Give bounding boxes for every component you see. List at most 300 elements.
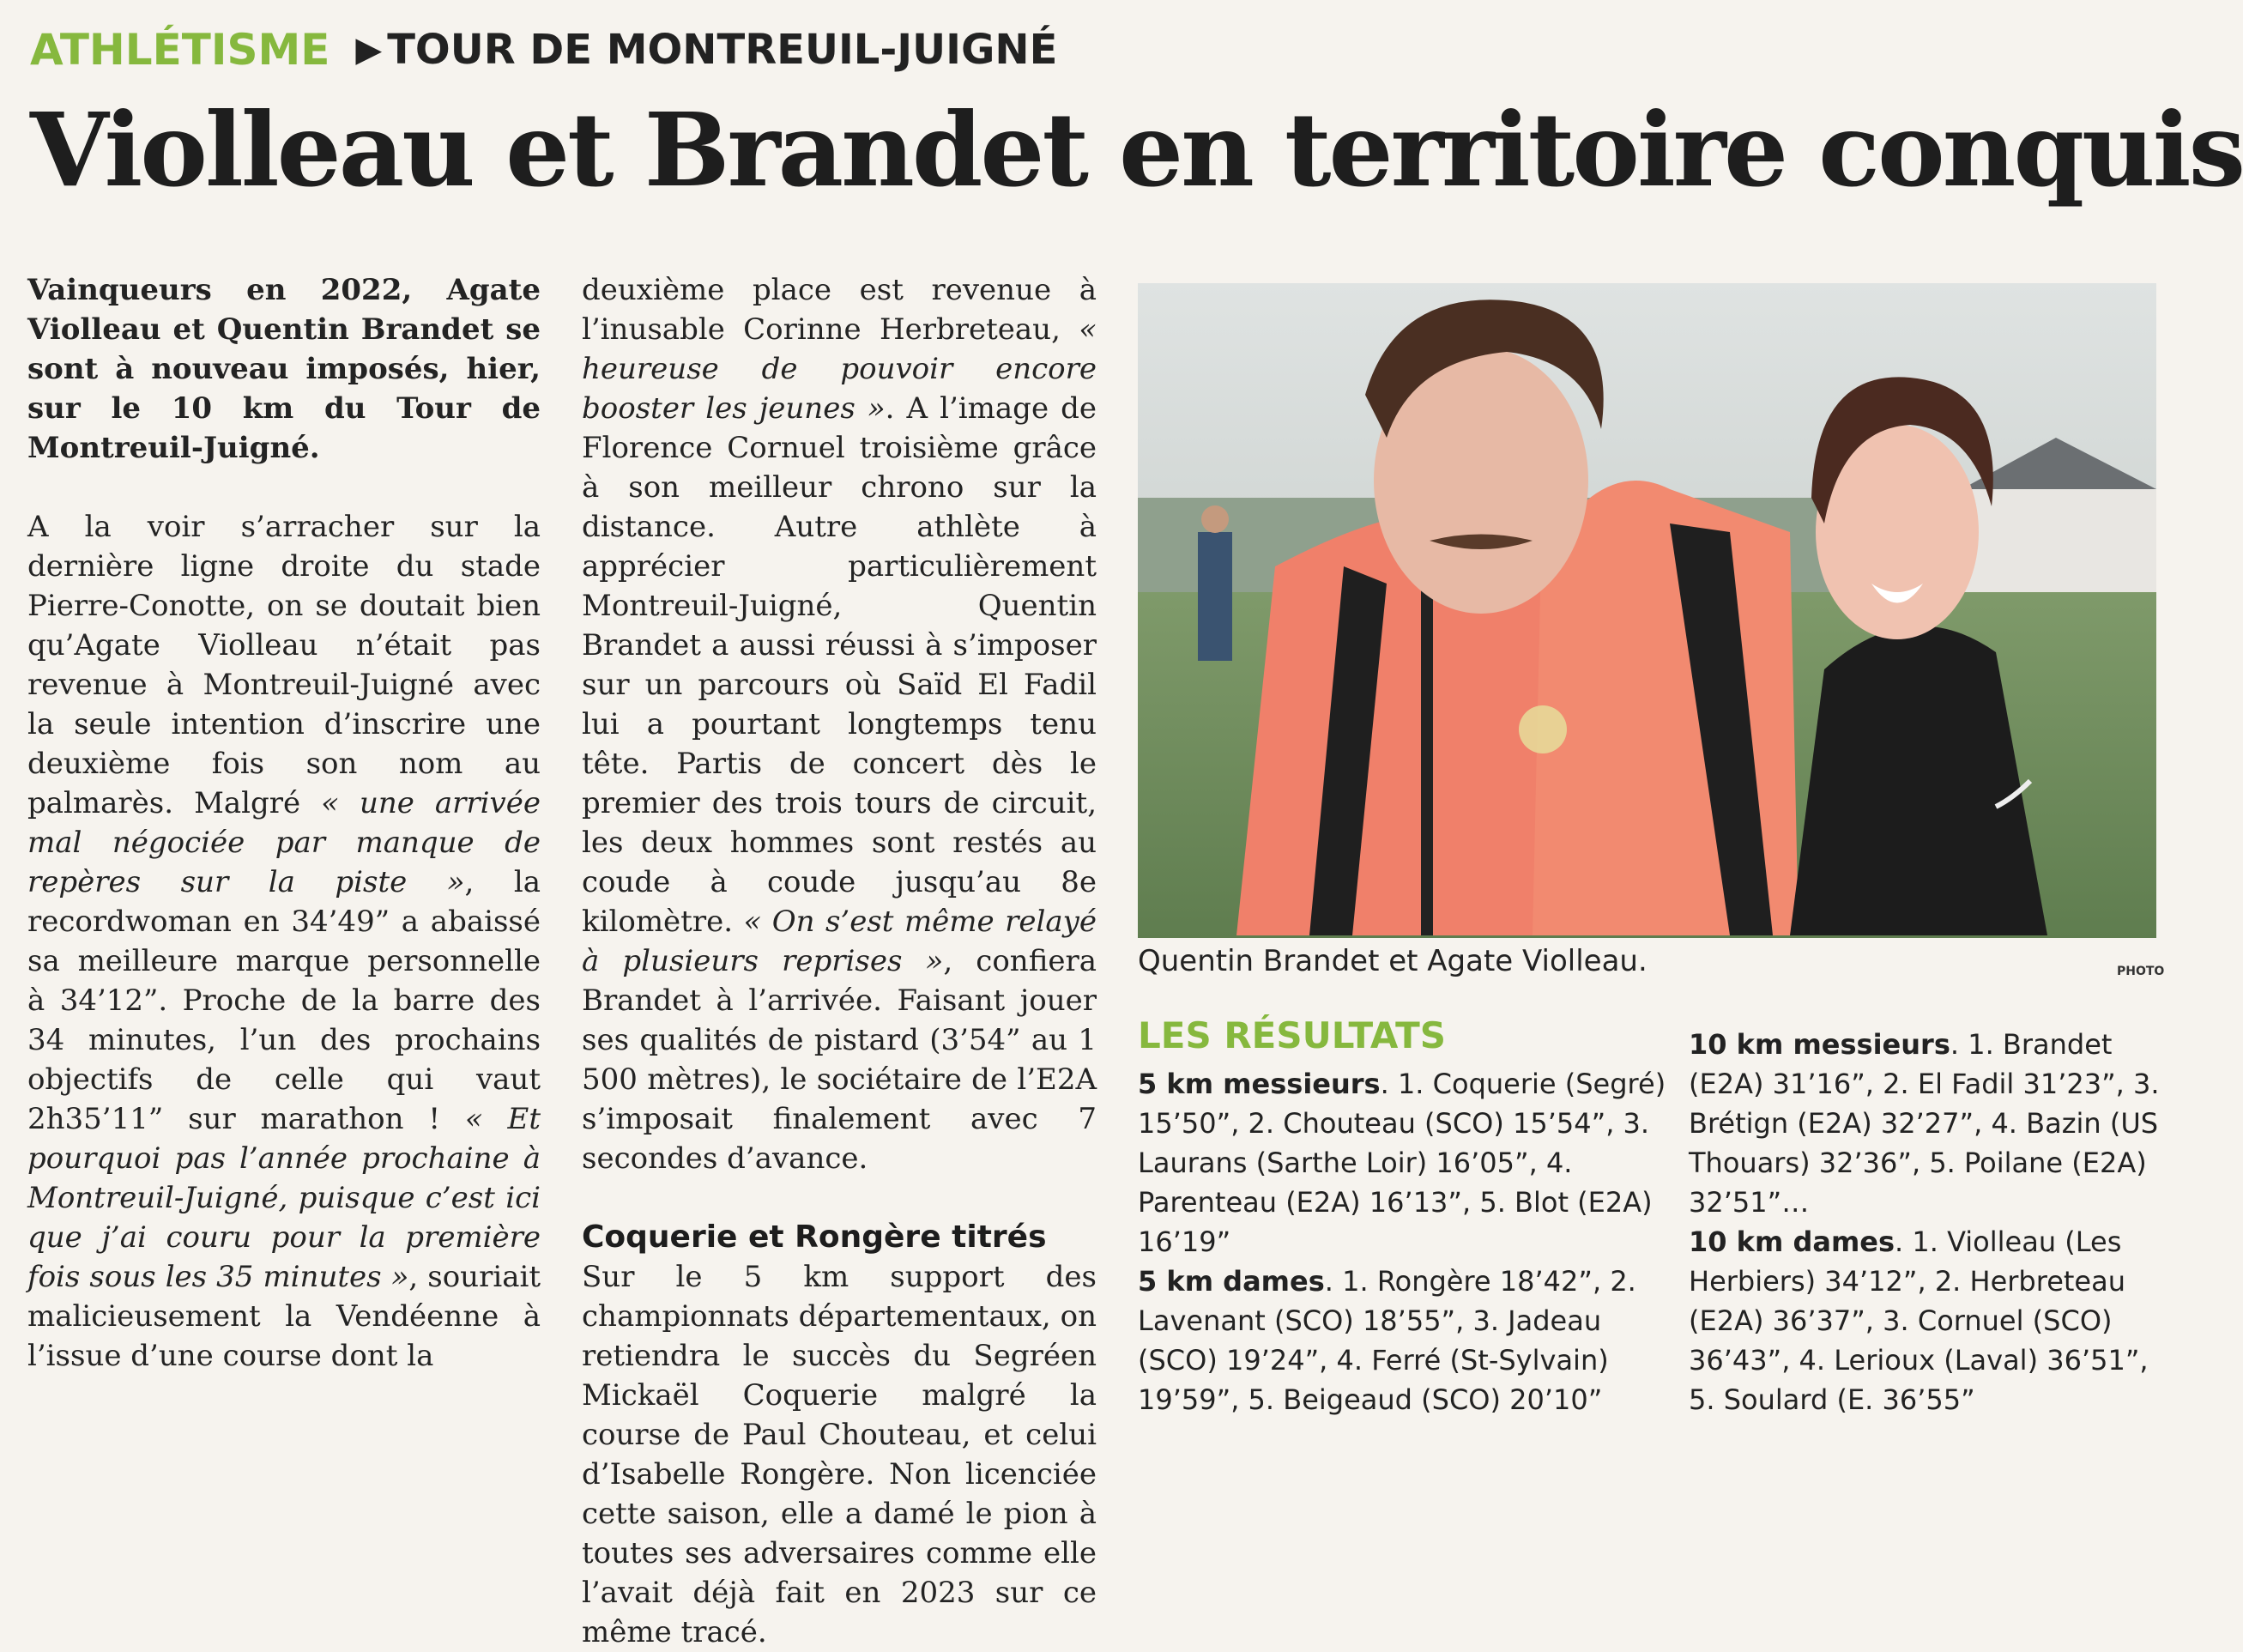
results-text: . 1. Coquerie (Segré) 15’50”, 2. Chouteau (SCO) 15’54”, 3. Laurans (Sarthe Loir) 16’05”, 4. Parenteau (E2A) 16’13”, 5. Blot (E2A) 16’19”	[1138, 1068, 1666, 1258]
body-text	[152, 707, 172, 741]
quote: repères	[27, 865, 142, 899]
quote	[855, 391, 868, 426]
body-text: doutait	[359, 589, 465, 623]
body-text	[820, 707, 848, 741]
quote: booster	[582, 391, 694, 426]
results-category: 5 km messieurs	[1138, 1068, 1381, 1100]
body-text	[370, 549, 396, 584]
body-text: de	[196, 1062, 233, 1097]
quote: l’année	[239, 1141, 348, 1176]
body-text: du	[396, 549, 434, 584]
quote: »	[390, 1260, 409, 1294]
body-text: 34	[27, 1023, 65, 1057]
body-text: intention	[171, 707, 305, 741]
body-text	[734, 983, 749, 1018]
body-text	[854, 826, 872, 860]
body-text	[433, 1062, 476, 1097]
body-text: deuxième	[27, 747, 171, 781]
body-text: premier	[582, 786, 700, 820]
body-text	[649, 747, 676, 781]
body-text: s’arracher	[240, 510, 395, 544]
quote	[761, 905, 771, 939]
body-text: la	[352, 983, 379, 1018]
results-category: 5 km dames	[1138, 1265, 1325, 1298]
quote	[245, 826, 275, 860]
body-text	[932, 786, 944, 820]
body-text: le	[1070, 747, 1097, 781]
body-text: longtemps	[848, 707, 1003, 741]
quote: les	[165, 1260, 208, 1294]
quote	[759, 944, 782, 978]
body-text	[148, 668, 166, 702]
body-text	[344, 1062, 387, 1097]
body-text: sur	[430, 510, 478, 544]
body-text: meilleure	[77, 944, 218, 978]
quote: pourquoi	[27, 1141, 161, 1176]
results-column-1	[1138, 1064, 1670, 1419]
body-text	[419, 905, 431, 939]
body-text: Herbreteau,	[879, 312, 1061, 347]
quote	[510, 1141, 523, 1176]
body-text: Violleau	[198, 628, 318, 663]
body-text	[830, 668, 845, 702]
body-text: à	[1079, 510, 1097, 544]
quote	[295, 865, 336, 899]
body-text	[440, 1102, 465, 1136]
quote	[82, 1220, 102, 1255]
body-text: A	[906, 391, 928, 426]
body-text	[843, 786, 855, 820]
body-text	[296, 1023, 320, 1057]
results-text: . 1. Brandet (E2A) 31’16”, 2. El Fadil 31’23”, 3. Brétign (E2A) 32’27”, 4. Bazin (US Thouars) 32’36”, 5. Poilane (E2A) 32’51”…	[1689, 1028, 2160, 1219]
body-text	[60, 944, 78, 978]
body-text: s’imposait	[582, 1102, 733, 1136]
body-text: Montreuil-Juigné	[203, 668, 455, 702]
quote	[599, 944, 622, 978]
body-text: de	[300, 983, 337, 1018]
body-text: ses	[582, 1023, 630, 1057]
body-text: des	[711, 786, 764, 820]
body-text	[464, 589, 476, 623]
quote	[80, 1260, 89, 1294]
body-text: jouer	[1019, 983, 1097, 1018]
quote	[339, 786, 360, 820]
body-text: sur	[188, 1102, 236, 1136]
quote: pouvoir	[840, 352, 953, 386]
body-text	[934, 826, 952, 860]
body-text: palmarès.	[27, 786, 174, 820]
body-text	[717, 1141, 727, 1176]
subhead: Coquerie et Rongère titrés	[582, 1219, 1047, 1255]
body-text: à	[166, 668, 184, 702]
quote	[251, 1220, 271, 1255]
body-text: de	[789, 747, 825, 781]
body-text: où	[844, 668, 882, 702]
body-text: tours	[854, 786, 932, 820]
quote: les	[705, 391, 747, 426]
body-text	[825, 747, 853, 781]
quote	[995, 905, 1005, 939]
body-text: dont	[330, 1339, 398, 1373]
body-text: prochains	[395, 1023, 541, 1057]
body-text: l’image	[940, 391, 1049, 426]
quote: prochaine	[361, 1141, 510, 1176]
body-text: Saïd	[897, 668, 963, 702]
quote: heureuse	[582, 352, 719, 386]
quote	[893, 905, 904, 939]
body-text: de	[767, 1023, 804, 1057]
quote: s’est	[825, 905, 894, 939]
quote	[348, 1141, 361, 1176]
quote: plusieurs	[622, 944, 759, 978]
body-text: circuit,	[991, 786, 1097, 820]
body-text: deux	[641, 826, 713, 860]
quote: »	[867, 391, 886, 426]
body-text	[214, 1339, 223, 1373]
photo-caption: Quentin Brandet et Agate Violleau.	[1138, 944, 1647, 978]
body-text	[620, 707, 647, 741]
body-text: la	[27, 707, 55, 741]
body-text: la	[513, 865, 541, 899]
body-text	[623, 826, 641, 860]
body-text	[630, 668, 645, 702]
body-text	[915, 628, 925, 663]
body-text	[311, 1299, 336, 1334]
quote: ici	[505, 1181, 541, 1215]
body-text: objectifs	[27, 1062, 154, 1097]
body-text	[1020, 510, 1079, 544]
section-kicker	[30, 15, 1057, 84]
body-text: d’avance.	[727, 1141, 868, 1176]
body-text: l’inusable	[582, 312, 725, 347]
body-text	[882, 983, 898, 1018]
quote	[253, 1260, 263, 1294]
body-text: hommes	[729, 826, 855, 860]
body-text	[216, 1023, 240, 1057]
body-text: son	[628, 470, 680, 505]
body-text: de	[971, 1062, 1008, 1097]
body-text: à	[582, 470, 600, 505]
body-text: les	[582, 826, 624, 860]
body-text: sont	[871, 826, 935, 860]
body-text: 2h35’11”	[27, 1102, 164, 1136]
body-text: tenu	[1030, 707, 1097, 741]
body-text	[962, 1062, 971, 1097]
body-text	[1041, 470, 1070, 505]
body-text	[712, 431, 727, 465]
body-text	[716, 510, 775, 544]
body-text: Brandet	[582, 628, 701, 663]
body-text	[629, 1023, 639, 1057]
body-text: l’issue	[27, 1339, 122, 1373]
body-text	[255, 589, 267, 623]
article-column-2-body	[582, 270, 1097, 1652]
body-text: Montreuil-Juigné,	[582, 589, 843, 623]
body-text	[964, 747, 992, 781]
photo-credit: PHOTO	[2117, 965, 2165, 978]
body-text: vaut	[475, 1062, 541, 1097]
body-text: (3’54”	[929, 1023, 1021, 1057]
quote	[226, 1141, 239, 1176]
body-text	[322, 1339, 331, 1373]
body-text: coude	[766, 865, 856, 899]
results-text: . 1. Violleau (Les Herbiers) 34’12”, 2. Herbreteau (E2A) 36’37”, 3. Cornuel (SCO) 36’43”, 4. Lerioux (Laval) 36’51”, 5. Soulard (E. 36’55”	[1689, 1225, 2149, 1416]
body-text	[1002, 707, 1030, 741]
body-text: marathon	[260, 1102, 404, 1136]
body-text	[771, 1062, 780, 1097]
quote	[798, 352, 841, 386]
body-text	[881, 668, 897, 702]
body-text	[729, 628, 739, 663]
body-text	[930, 1102, 970, 1136]
body-text: recordwoman	[27, 905, 232, 939]
body-text	[404, 1102, 429, 1136]
quote: première	[405, 1220, 541, 1255]
body-text: 500	[582, 1062, 638, 1097]
body-text	[54, 707, 74, 741]
body-text	[337, 983, 352, 1018]
quote: la	[359, 1220, 386, 1255]
quote: couru	[166, 1220, 252, 1255]
quote	[156, 1260, 166, 1294]
body-text: 7	[1078, 1102, 1097, 1136]
body-text	[184, 668, 203, 702]
quote	[747, 391, 759, 426]
results-column-2	[1689, 1025, 2169, 1419]
body-text: A	[27, 510, 49, 544]
body-text	[1067, 1023, 1078, 1057]
body-text	[474, 865, 514, 899]
quote: On	[771, 905, 815, 939]
body-text: revenue	[27, 668, 148, 702]
body-text	[842, 589, 977, 623]
body-text: chrono	[861, 470, 964, 505]
body-text	[163, 1102, 188, 1136]
body-text	[1021, 1023, 1031, 1057]
body-text	[682, 668, 698, 702]
body-text	[154, 1062, 196, 1097]
body-text: particulièrement	[848, 549, 1097, 584]
body-text: l’arrivée.	[748, 983, 882, 1018]
body-text: deuxième	[582, 273, 725, 307]
quote: reprises	[782, 944, 903, 978]
body-text	[264, 747, 305, 781]
body-text: souriait	[427, 1260, 541, 1294]
body-text	[173, 786, 194, 820]
body-text	[700, 786, 712, 820]
body-text	[762, 747, 789, 781]
body-text: le	[780, 1062, 807, 1097]
body-text: bien	[476, 589, 541, 623]
body-text: kilomètre.	[582, 905, 734, 939]
body-text: de	[1061, 391, 1097, 426]
body-text	[1021, 865, 1061, 899]
quote: sur	[180, 865, 229, 899]
results-category: 10 km messieurs	[1689, 1028, 1950, 1061]
quote: puisque	[298, 1181, 415, 1215]
lead-paragraph: Vainqueurs en 2022, Agate Violleau et Quentin Brandet se sont à nouveau imposés, hier, sur le 10 km du Tour de Montreuil-Juigné.	[27, 273, 541, 465]
body-text: l’un	[239, 1023, 297, 1057]
body-text: à	[716, 983, 734, 1018]
quote: de	[505, 826, 541, 860]
body-text: troisième	[859, 431, 999, 465]
body-text	[463, 747, 504, 781]
body-text: à	[27, 983, 45, 1018]
quote	[207, 1260, 216, 1294]
quote	[382, 1260, 391, 1294]
body-paragraph-2: Sur le 5 km support des championnats départementaux, on retiendra le succès du Segréen Mickaël Coquerie malgré la course de Paul Chouteau, et celui d’Isabelle Rongère. Non licenciée cette saison, elle a damé le pion à toutes ses adversaires comme elle l’avait déjà fait en 2023 sur ce même tracé.	[582, 1260, 1097, 1649]
body-text: voir	[147, 510, 205, 544]
body-text: course	[222, 1339, 322, 1373]
quote: à	[582, 944, 600, 978]
body-text: au	[504, 747, 541, 781]
quote: mal	[27, 826, 82, 860]
body-text: concert	[852, 747, 965, 781]
quote	[719, 352, 762, 386]
body-text	[433, 549, 460, 584]
body-text: nom	[398, 747, 463, 781]
body-text	[232, 1062, 275, 1097]
body-text	[154, 549, 180, 584]
body-text: apprécier	[582, 549, 725, 584]
quote: pas	[174, 1141, 226, 1176]
body-text	[763, 786, 775, 820]
quote: même	[904, 905, 995, 939]
body-text: pourtant	[692, 707, 820, 741]
body-text	[499, 1299, 523, 1334]
body-text: se	[315, 589, 348, 623]
body-text: stade	[460, 549, 541, 584]
quote	[82, 826, 112, 860]
quote	[160, 1141, 174, 1176]
quote: fois	[27, 1260, 81, 1294]
body-text	[952, 944, 976, 978]
body-text	[303, 589, 315, 623]
body-text: jusqu’au	[895, 865, 1022, 899]
body-text: abaissé	[430, 905, 541, 939]
body-text	[664, 707, 692, 741]
body-text: barre	[393, 983, 475, 1018]
quote: «	[321, 786, 339, 820]
body-text: qu’Agate	[27, 628, 160, 663]
body-text: ,	[408, 1260, 419, 1294]
body-text: la	[285, 1299, 312, 1334]
quote: la	[268, 865, 295, 899]
quote	[141, 865, 181, 899]
body-text: minutes,	[88, 1023, 216, 1057]
body-text	[845, 431, 860, 465]
results-text: . 1. Rongère 18’42”, 2. Lavenant (SCO) 18’55”, 3. Jadeau (SCO) 19’24”, 4. Ferré (St-Sylvain) 19’59”, 5. Beigeaud (SCO) 20’10”	[1138, 1265, 1636, 1416]
body-text: a	[401, 905, 420, 939]
body-text	[815, 628, 825, 663]
body-text	[170, 747, 211, 781]
quote	[414, 786, 435, 820]
quote: pour	[270, 1220, 340, 1255]
body-text	[855, 865, 895, 899]
body-text	[807, 1062, 816, 1097]
body-text	[418, 1260, 427, 1294]
body-text	[454, 668, 473, 702]
body-text	[1005, 983, 1020, 1018]
body-text: Brandet	[582, 983, 701, 1018]
body-text	[397, 1339, 407, 1373]
body-text: Florence	[582, 431, 713, 465]
quote: par	[275, 826, 326, 860]
body-text	[1043, 826, 1061, 860]
body-text: Pierre-Conotte,	[27, 589, 256, 623]
body-text: ,	[943, 944, 953, 978]
body-text	[466, 707, 486, 741]
body-text: avec	[473, 668, 541, 702]
body-text	[1051, 273, 1079, 307]
body-text: à	[925, 628, 943, 663]
quote	[475, 826, 505, 860]
quote: »	[925, 944, 944, 978]
body-text: la	[513, 510, 541, 544]
body-text: El	[977, 668, 1008, 702]
body-text: grâce	[1013, 431, 1097, 465]
quote: sous	[89, 1260, 156, 1294]
body-text	[478, 510, 514, 544]
body-text: tête.	[582, 747, 650, 781]
body-text: Autre	[774, 510, 858, 544]
body-text: des	[320, 1023, 372, 1057]
body-text: à	[523, 1299, 541, 1334]
body-text: Quentin	[977, 589, 1097, 623]
results-title: LES RÉSULTATS	[1138, 1014, 1447, 1056]
body-text: place	[752, 273, 832, 307]
body-text	[390, 905, 402, 939]
body-text: dès	[991, 747, 1043, 781]
rubric-label: ATHLÉTISME	[30, 25, 330, 75]
body-text: malicieusement	[27, 1299, 261, 1334]
body-text: fois	[211, 747, 265, 781]
body-text	[980, 786, 992, 820]
quote	[147, 1220, 166, 1255]
body-paragraph-1-continued	[582, 270, 1097, 1178]
body-text: d’une	[130, 1339, 214, 1373]
body-text: en	[243, 905, 280, 939]
quote: «	[1079, 312, 1097, 347]
body-text: parcours	[698, 668, 830, 702]
body-text	[371, 1023, 395, 1057]
quote: 35	[216, 1260, 254, 1294]
triangle-arrow-icon: ▶	[355, 30, 383, 70]
body-text: confiera	[976, 944, 1097, 978]
body-text	[218, 944, 236, 978]
body-text: de	[943, 786, 980, 820]
body-text: ligne	[180, 549, 255, 584]
body-text	[348, 589, 360, 623]
body-text	[725, 312, 743, 347]
body-text: distance.	[582, 510, 716, 544]
quote: j’ai	[101, 1220, 147, 1255]
body-text: Partis	[676, 747, 763, 781]
body-text	[167, 983, 182, 1018]
body-text: à	[1079, 273, 1097, 307]
body-text: ,	[464, 865, 475, 899]
body-text	[894, 391, 906, 426]
body-text: 1	[1078, 1023, 1097, 1057]
body-text	[757, 1023, 767, 1057]
body-text: Proche	[182, 983, 287, 1018]
quote: c’est	[425, 1181, 495, 1215]
body-text	[205, 510, 241, 544]
body-text	[261, 1299, 286, 1334]
body-text: avec	[970, 1102, 1038, 1136]
body-text	[451, 628, 489, 663]
body-text	[1043, 747, 1070, 781]
